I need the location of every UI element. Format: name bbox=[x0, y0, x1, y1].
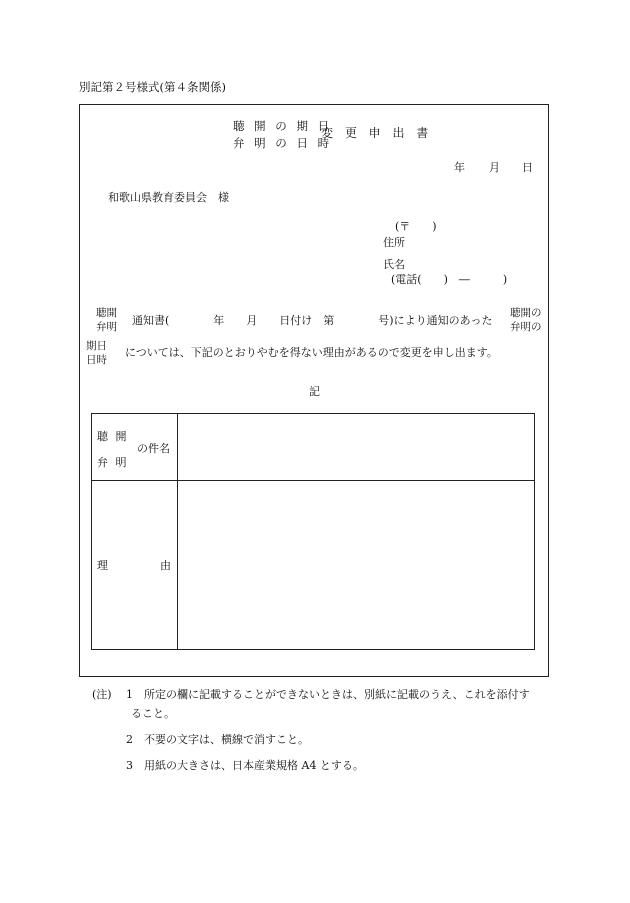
notes-prefix: (注) bbox=[92, 688, 112, 701]
row1-label-top: 聴 開 bbox=[97, 430, 129, 443]
row2-label-right: 由 bbox=[160, 559, 171, 572]
ki-label: 記 bbox=[309, 385, 320, 398]
stack2-bottom: 弁明の bbox=[510, 321, 542, 333]
stack3-top: 期日 bbox=[86, 340, 107, 352]
note3-number: 3 bbox=[126, 759, 133, 772]
address-label: 住所 bbox=[383, 236, 405, 249]
request-text: については、下記のとおりやむを得ない理由があるので変更を申し出ます。 bbox=[125, 346, 498, 359]
table-divider-vertical bbox=[177, 413, 178, 650]
name-label: 氏名 bbox=[383, 258, 405, 271]
title-top-line: 聴 開 の 期 日 bbox=[233, 119, 333, 133]
row1-label-bottom: 弁 明 bbox=[97, 456, 129, 469]
postal-code: (〒 ) bbox=[395, 220, 437, 233]
form-header: 別記第２号様式(第４条関係) bbox=[79, 80, 226, 94]
note1-line2: ること。 bbox=[131, 707, 175, 720]
note2-text: 不要の文字は、横線で消すこと。 bbox=[144, 733, 309, 746]
note3-text: 用紙の大きさは、日本産業規格 A4 とする。 bbox=[144, 759, 364, 772]
row1-label-suffix: の件名 bbox=[137, 442, 170, 455]
addressee: 和歌山県教育委員会 様 bbox=[108, 191, 229, 204]
notice-text: 通知書( 年 月 日付け 第 号)により通知のあった bbox=[132, 314, 493, 327]
page-title: 変 更 申 出 書 bbox=[321, 126, 433, 140]
date-month: 月 bbox=[489, 161, 500, 174]
note2-number: 2 bbox=[126, 733, 133, 746]
stack3-bottom: 日時 bbox=[86, 354, 107, 366]
stack1-top: 聴開 bbox=[96, 307, 117, 319]
date-year: 年 bbox=[454, 161, 465, 174]
stack2-top: 聴開の bbox=[510, 307, 542, 319]
stack1-bottom: 弁明 bbox=[96, 321, 117, 333]
title-bottom-line: 弁 明 の 日 時 bbox=[233, 136, 333, 150]
phone-label: (電話( ) ― ) bbox=[391, 273, 508, 286]
note1-number: 1 bbox=[126, 688, 133, 701]
row2-label-left: 理 bbox=[97, 559, 108, 572]
table-divider-horizontal bbox=[91, 480, 535, 481]
note1-line1: 所定の欄に記載することができないときは、別紙に記載のうえ、これを添付す bbox=[144, 688, 530, 701]
date-day: 日 bbox=[522, 161, 533, 174]
